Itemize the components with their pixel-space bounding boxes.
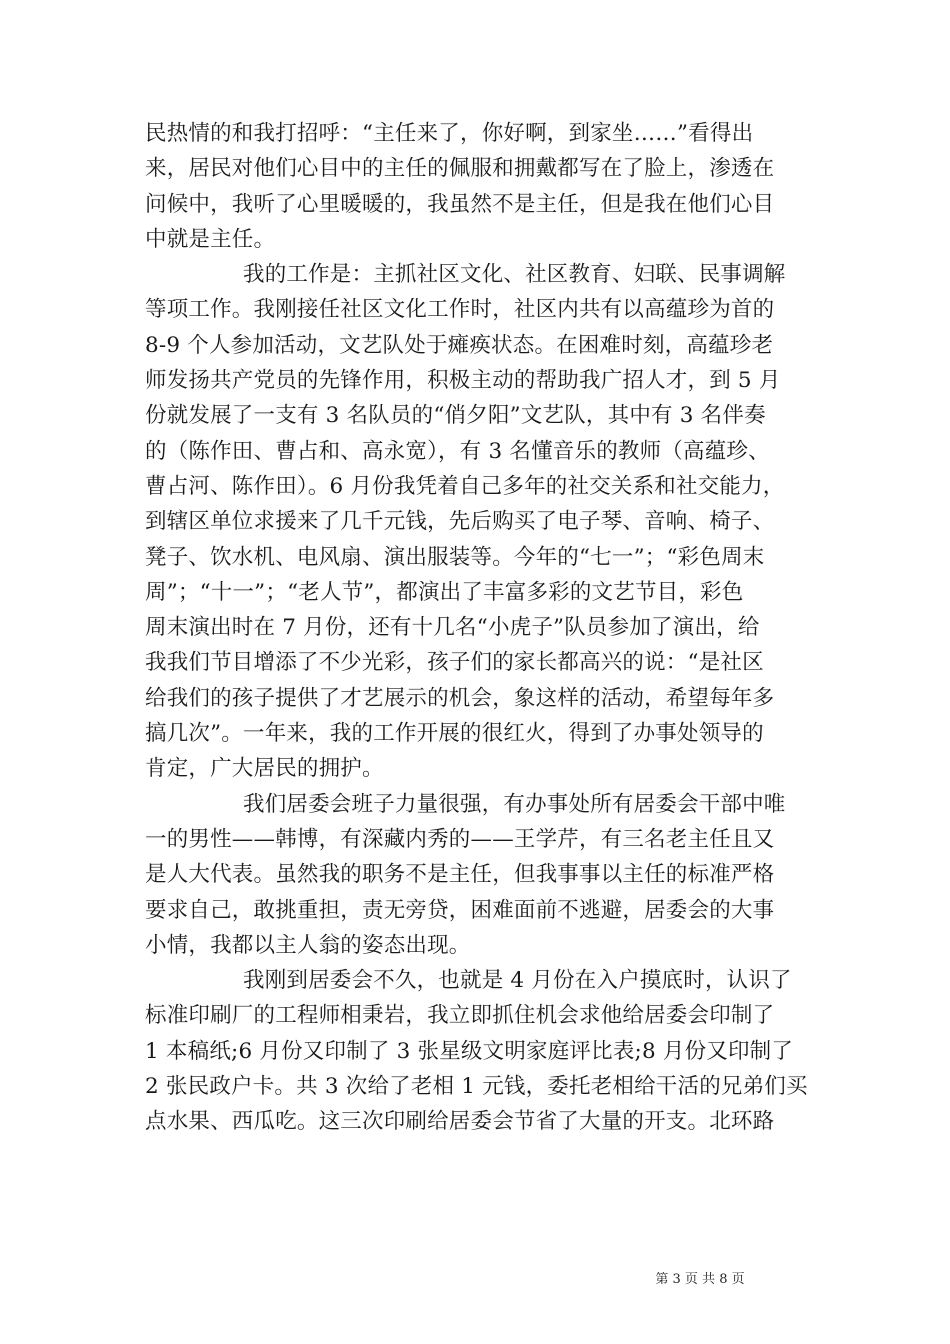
text-line: 师发扬共产党员的先锋作用，积极主动的帮助我广招人才，到 5 月	[145, 368, 781, 394]
text-line: 等项工作。我刚接任社区文化工作时，社区内共有以高蕴珍为首的	[145, 297, 775, 323]
text-line: 要求自己，敢挑重担，责无旁贷，困难面前不逃避，居委会的大事	[145, 897, 775, 923]
text-line: 1 本稿纸;6 月份又印制了 3 张星级文明家庭评比表;8 月份又印制了	[145, 1038, 794, 1064]
text-line: 是人大代表。虽然我的职务不是主任，但我事事以主任的标准严格	[145, 862, 775, 888]
page-footer	[0, 1268, 950, 1287]
text-line: 标准印刷厂的工程师相秉岩，我立即抓住机会求他给居委会印制了	[145, 1003, 775, 1029]
text-line: 肯定，广大居民的拥护。	[145, 756, 384, 782]
text-line: 点水果、西瓜吃。这三次印刷给居委会节省了大量的开支。北环路	[145, 1109, 775, 1135]
text-line: 来，居民对他们心目中的主任的佩服和拥戴都写在了脸上，渗透在	[145, 156, 775, 182]
text-line: 曹占河、陈作田）。6 月份我凭着自己多年的社交关系和社交能力，	[145, 473, 785, 499]
paragraph-first-line: 我刚到居委会不久，也就是 4 月份在入户摸底时，认识了	[243, 968, 792, 994]
text-line: 一的男性——韩博，有深藏内秀的——王学芹，有三名老主任且又	[145, 826, 775, 852]
text-line: 民热情的和我打招呼：“主任来了，你好啊，到家坐……”看得出	[145, 121, 754, 146]
paragraph-first-line: 我们居委会班子力量很强，有办事处所有居委会干部中唯	[243, 791, 786, 817]
text-line: 到辖区单位求援来了几千元钱，先后购买了电子琴、音响、椅子、	[145, 509, 775, 535]
text-line: 凳子、饮水机、电风扇、演出服装等。今年的“七一”；“彩色周末	[145, 544, 765, 570]
text-line: 小情，我都以主人翁的姿态出现。	[145, 932, 471, 958]
text-line: 周”；“十一”；“老人节”，都演出了丰富多彩的文艺节目，彩色	[145, 579, 744, 605]
text-line: 我我们节目增添了不少光彩，孩子们的家长都高兴的说：“是社区	[145, 650, 764, 676]
text-line: 周末演出时在 7 月份，还有十几名“小虎子”队员参加了演出，给	[145, 615, 760, 641]
text-line: 问候中，我听了心里暖暖的，我虽然不是主任，但是我在他们心目	[145, 191, 775, 217]
text-line: 份就发展了一支有 3 名队员的“俏夕阳”文艺队，其中有 3 名伴奏	[145, 403, 766, 429]
page-number: 第 3 页 共 8 页	[655, 1272, 745, 1287]
body-text	[145, 116, 815, 1140]
text-line: 2 张民政户卡。共 3 次给了老相 1 元钱，委托老相给干活的兄弟们买	[145, 1074, 808, 1100]
text-line: 8-9 个人参加活动，文艺队处于瘫痪状态。在困难时刻，高蕴珍老	[145, 332, 774, 358]
text-line: 中就是主任。	[145, 226, 276, 252]
text-line: 给我们的孩子提供了才艺展示的机会，象这样的活动，希望每年多	[145, 685, 775, 711]
text-line: 的（陈作田、曹占和、高永宽），有 3 名懂音乐的教师（高蕴珍、	[145, 438, 770, 464]
text-line: 搞几次”。一年来，我的工作开展的很红火，得到了办事处领导的	[145, 721, 764, 747]
paragraph-first-line: 我的工作是：主抓社区文化、社区教育、妇联、民事调解	[243, 262, 786, 288]
